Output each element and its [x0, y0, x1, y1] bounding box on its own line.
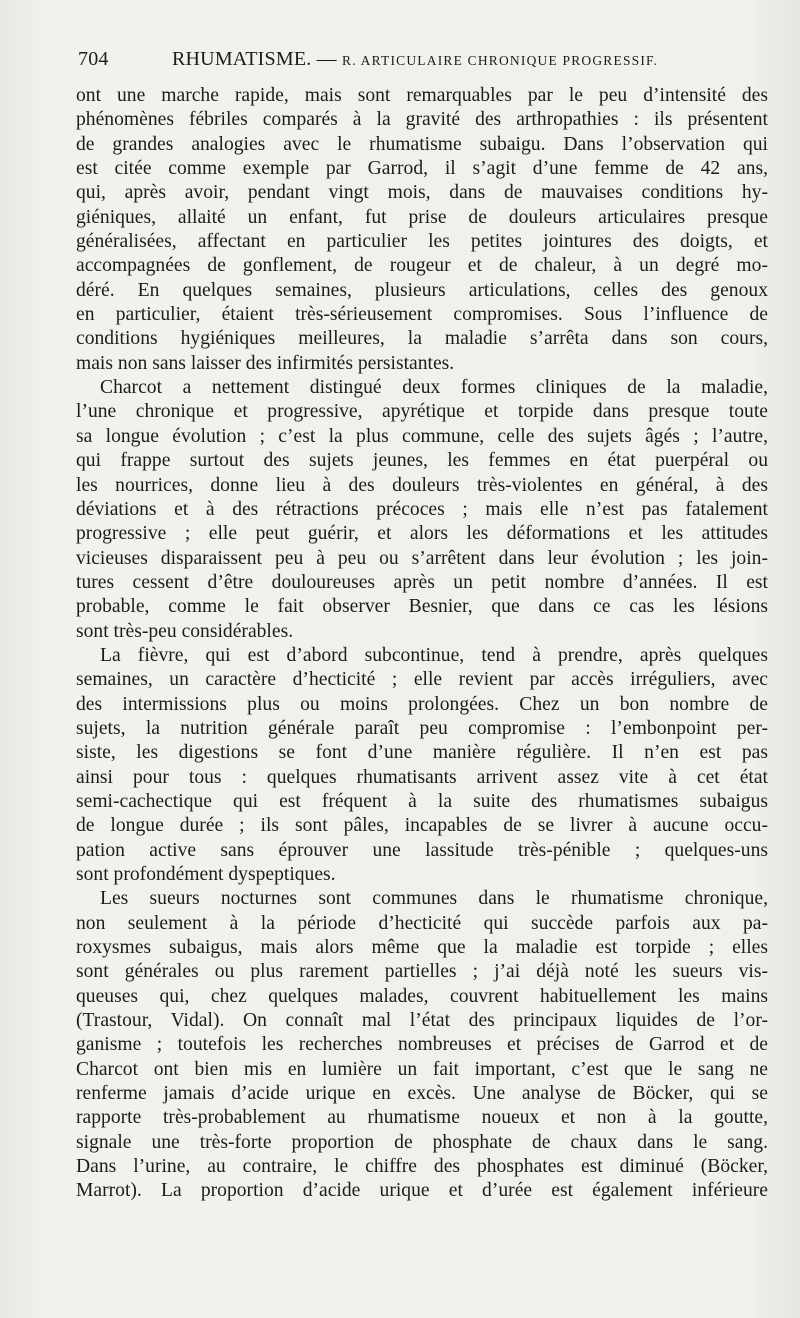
text-line: sa longue évolution ; c’est la plus commune, celle des sujets âgés ; l’autre, — [76, 425, 768, 447]
text-line: sont très-peu considérables. — [76, 620, 294, 642]
text-line: Marrot). La proportion d’acide urique et d’urée est également inférieure — [76, 1180, 768, 1202]
text-line: giéniques, allaité un enfant, fut prise de douleurs articulaires presque — [76, 206, 768, 228]
text-line: semaines, un caractère d’hecticité ; elle revient par accès irréguliers, avec — [76, 669, 768, 691]
text-line: de longue durée ; ils sont pâles, incapables de se livrer à aucune occu- — [76, 815, 768, 837]
text-line: l’une chronique et progressive, apyrétique et torpide dans presque toute — [76, 401, 768, 423]
text-line: queuses qui, chez quelques malades, couvrent habituellement les mains — [76, 985, 768, 1007]
text-line: de grandes analogies avec le rhumatisme subaigu. Dans l’observation qui — [76, 133, 768, 155]
text-line: déviations et à des rétractions précoces ; mais elle n’est pas fatalement — [76, 498, 768, 520]
text-line: qui, après avoir, pendant vingt mois, dans de mauvaises conditions hy- — [76, 182, 768, 204]
text-line: semi-cachectique qui est fréquent à la suite des rhumatismes subaigus — [76, 790, 768, 812]
text-line: roxysmes subaigus, mais alors même que la maladie est torpide ; elles — [76, 937, 768, 959]
text-line: les nourrices, donne lieu à des douleurs très-violentes en général, à des — [76, 474, 768, 496]
text-line: sont générales ou plus rarement partielles ; j’ai déjà noté les sueurs vis- — [76, 961, 768, 983]
text-line: en particulier, étaient très-sérieusement compromises. Sous l’influence de — [76, 304, 768, 326]
header-dash: — — [316, 48, 337, 70]
text-line: Les sueurs nocturnes sont communes dans le rhumatisme chronique, — [100, 888, 768, 910]
running-header — [78, 48, 768, 78]
text-line: généralisées, affectant en particulier les petites jointures des doigts, et — [76, 231, 768, 253]
body-text — [76, 84, 768, 1204]
text-line: Charcot ont bien mis en lumière un fait important, c’est que le sang ne — [76, 1058, 768, 1080]
text-line: non seulement à la période d’hecticité qui succède parfois aux pa- — [76, 912, 768, 934]
text-line: est citée comme exemple par Garrod, il s’agit d’une femme de 42 ans, — [76, 158, 768, 180]
text-line: Charcot a nettement distingué deux formes cliniques de la maladie, — [100, 377, 768, 399]
text-line: probable, comme le fait observer Besnier, que dans ce cas les lésions — [76, 596, 768, 618]
text-line: ainsi pour tous : quelques rhumatisants arrivent assez vite à cet état — [76, 766, 768, 788]
running-title — [172, 48, 658, 71]
text-line: sont profondément dyspeptiques. — [76, 864, 336, 885]
text-line: renferme jamais d’acide urique en excès. Une analyse de Böcker, qui se — [76, 1083, 768, 1105]
text-line: siste, les digestions se font d’une manière régulière. Il n’en est pas — [76, 742, 768, 764]
text-line: pation active sans éprouver une lassitude très-pénible ; quelques-uns — [76, 839, 768, 861]
text-line: vicieuses disparaissent peu à peu ou s’arrêtent dans leur évolution ; les join- — [76, 547, 768, 569]
text-line: déré. En quelques semaines, plusieurs articulations, celles des genoux — [76, 279, 768, 301]
text-line: qui frappe surtout des sujets jeunes, les femmes en état puerpéral ou — [76, 450, 768, 472]
text-line: signale une très-forte proportion de phosphate de chaux dans le sang. — [76, 1131, 768, 1153]
text-line: phénomènes fébriles comparés à la gravité des arthropathies : ils présentent — [76, 109, 768, 131]
text-line: progressive ; elle peut guérir, et alors les déformations et les attitudes — [76, 523, 768, 545]
text-line: mais non sans laisser des infirmités persistantes. — [76, 352, 455, 374]
header-subtitle: R. ARTICULAIRE CHRONIQUE PROGRESSIF. — [342, 53, 659, 68]
header-title: RHUMATISME. — [172, 48, 312, 70]
text-line: accompagnées de gonflement, de rougeur et de chaleur, à un degré mo- — [76, 255, 768, 277]
text-line: conditions hygiéniques meilleures, la maladie s’arrêta dans son cours, — [76, 328, 768, 350]
text-line: (Trastour, Vidal). On connaît mal l’état des principaux liquides de l’or- — [76, 1010, 768, 1032]
page-number: 704 — [78, 48, 109, 70]
text-line: Dans l’urine, au contraire, le chiffre des phosphates est diminué (Böcker, — [76, 1156, 768, 1178]
text-line: ganisme ; toutefois les recherches nombreuses et précises de Garrod et de — [76, 1034, 768, 1056]
text-line: sujets, la nutrition générale paraît peu compromise : l’embonpoint per- — [76, 717, 768, 739]
text-line: La fièvre, qui est d’abord subcontinue, tend à prendre, après quelques — [100, 644, 768, 666]
text-line: tures cessent d’être douloureuses après un petit nombre d’années. Il est — [76, 571, 768, 593]
text-line: des intermissions plus ou moins prolongées. Chez un bon nombre de — [76, 693, 768, 715]
text-line: rapporte très-probablement au rhumatisme noueux et non à la goutte, — [76, 1107, 768, 1129]
text-line: ont une marche rapide, mais sont remarquables par le peu d’intensité des — [76, 85, 768, 106]
